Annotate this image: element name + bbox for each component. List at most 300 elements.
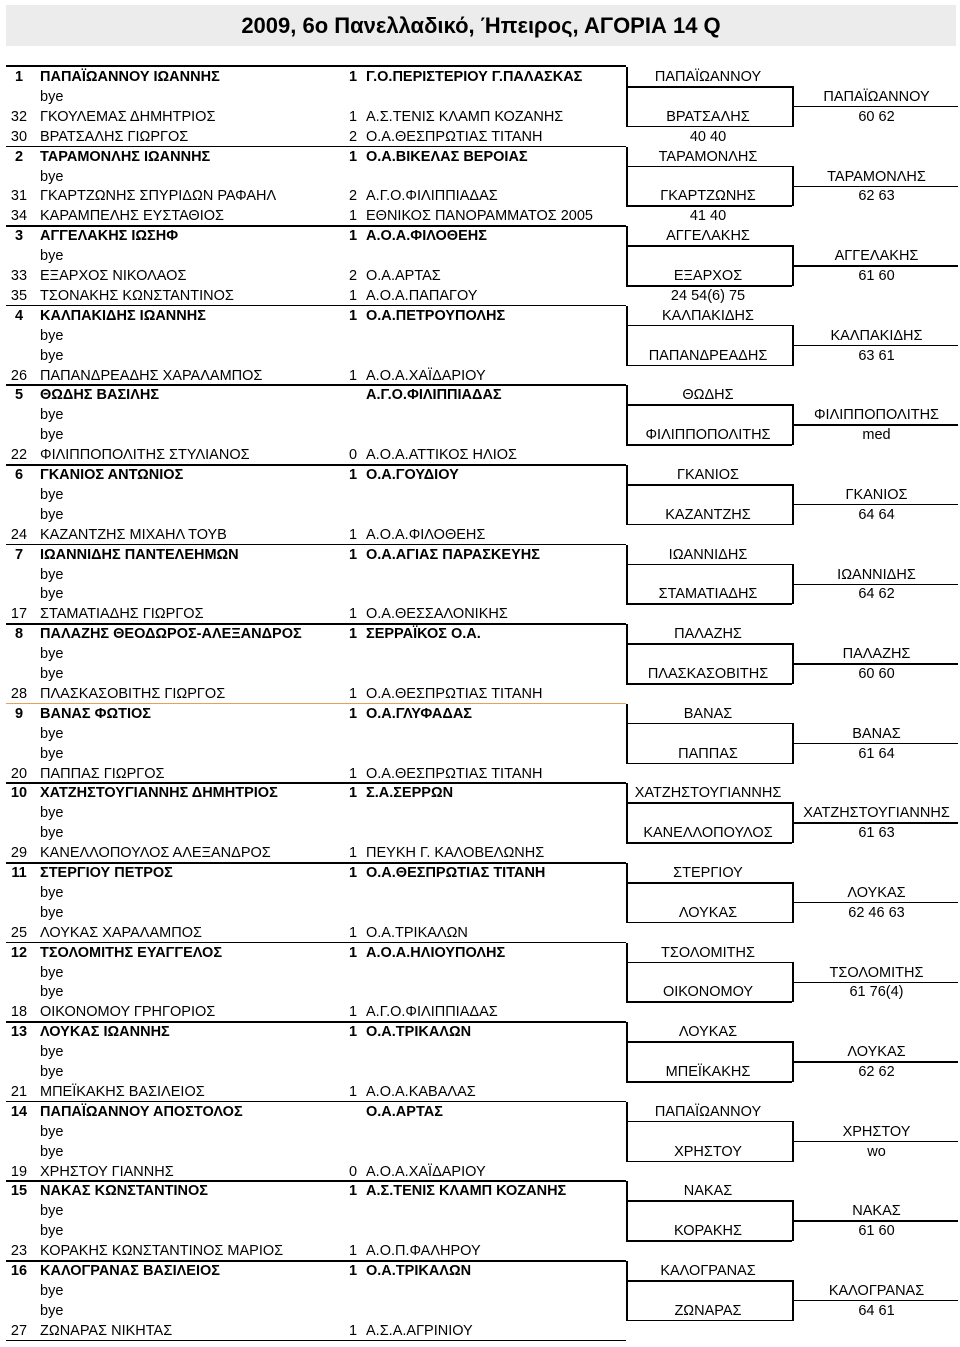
row-c3: ΠΑΠΑΪΩΑΝΝΟΥ — [654, 69, 762, 85]
bracket-vline — [792, 1280, 794, 1321]
bracket-vline — [626, 1102, 628, 1162]
bracket-vline — [792, 723, 794, 764]
bracket-line — [792, 663, 958, 665]
bracket-line — [626, 285, 792, 287]
bracket-vline — [626, 783, 628, 843]
row-c3: ΧΡΗΣΤΟΥ — [674, 1143, 742, 1160]
row-seed: 2 — [14, 148, 24, 165]
bracket-vline — [792, 484, 794, 525]
bracket-line — [792, 424, 958, 426]
group-rule — [6, 544, 626, 546]
row-c4: ΤΣΟΛΟΜΙΤΗΣ — [829, 964, 924, 981]
row-club: Ο.Α.ΘΕΣΣΑΛΟΝΙΚΗΣ — [366, 606, 508, 623]
bracket-line — [792, 1220, 958, 1222]
row-c4: ΧΡΗΣΤΟΥ — [842, 1123, 911, 1140]
row-cnum: 1 — [349, 606, 358, 623]
row-cnum: 1 — [349, 208, 358, 225]
row-seed: 11 — [11, 865, 27, 881]
row-c3: ΠΑΠΑΪΩΑΝΝΟΥ — [654, 1103, 762, 1120]
row-name: ΓΚΟΥΛΕΜΑΣ ΔΗΜΗΤΡΙΟΣ — [40, 108, 216, 125]
draw-row — [0, 326, 960, 346]
row-cnum: 1 — [349, 1083, 358, 1100]
row-c3: ΟΙΚΟΝΟΜΟΥ — [662, 984, 754, 1001]
row-seed: 31 — [10, 188, 28, 205]
row-cnum: 1 — [349, 228, 358, 245]
row-cnum: 1 — [349, 785, 358, 802]
bracket-vline — [792, 962, 794, 1003]
bracket-line — [792, 1300, 958, 1302]
bracket-vline — [626, 943, 628, 1003]
group-rule — [6, 703, 626, 705]
row-seed: 21 — [10, 1083, 28, 1100]
row-name: ΑΓΓΕΛΑΚΗΣ ΙΩΣΗΦ — [40, 228, 179, 245]
draw-row — [0, 863, 960, 883]
row-c3: ΚΑΛΟΓΡΑΝΑΣ — [660, 1263, 756, 1279]
row-cnum: 1 — [349, 1322, 358, 1339]
row-club: Ο.Α.ΒΙΚΕΛΑΣ ΒΕΡΟΙΑΣ — [366, 148, 528, 165]
row-name: bye — [40, 586, 64, 603]
row-name: bye — [40, 88, 64, 105]
draw-row — [0, 1301, 960, 1321]
row-club: Ο.Α.ΤΡΙΚΑΛΩΝ — [366, 924, 468, 941]
bracket-line — [626, 1320, 792, 1322]
row-c4: ΒΑΝΑΣ — [852, 725, 901, 742]
row-name: ΤΑΡΑΜΟΝΛΗΣ ΙΩΑΝΝΗΣ — [40, 148, 211, 165]
bracket-line — [626, 842, 792, 844]
row-name: bye — [40, 666, 64, 682]
row-name: bye — [40, 1044, 64, 1061]
row-cnum: 1 — [349, 705, 358, 722]
row-name: bye — [40, 984, 64, 1001]
row-club: Ο.Α.ΑΡΤΑΣ — [366, 1103, 443, 1120]
draw-row — [0, 465, 960, 485]
row-seed: 24 — [10, 526, 28, 543]
group-rule — [6, 225, 626, 227]
bracket-line — [626, 365, 792, 367]
row-name: ΠΑΠΑΝΔΡΕΑΔΗΣ ΧΑΡΑΛΑΜΠΟΣ — [40, 367, 263, 384]
row-seed: 33 — [10, 268, 28, 284]
row-seed: 18 — [10, 1004, 28, 1021]
row-club: Α.Ο.Α.ΦΙΛΟΘΕΗΣ — [366, 228, 487, 245]
row-name: bye — [40, 1064, 64, 1080]
bracket-line — [626, 1161, 792, 1163]
bracket-vline — [626, 306, 628, 366]
draw-row — [0, 823, 960, 843]
row-name: ΤΣΟΛΟΜΙΤΗΣ ΕΥΑΓΓΕΛΟΣ — [40, 944, 223, 961]
row-name: ΤΣΟΝΑΚΗΣ ΚΩΝΣΤΑΝΤΙΝΟΣ — [40, 287, 234, 304]
draw-row — [0, 1181, 960, 1201]
bracket-vline — [626, 147, 628, 207]
draw-row — [0, 246, 960, 266]
row-c4: med — [862, 427, 891, 444]
draw-row — [0, 664, 960, 684]
bracket-vline — [792, 1200, 794, 1241]
row-club: Ο.Α.ΑΡΤΑΣ — [366, 268, 441, 284]
row-club: Α.Ο.Α.ΚΑΒΑΛΑΣ — [366, 1083, 476, 1100]
row-c3: ΛΟΥΚΑΣ — [678, 904, 738, 921]
bracket-line — [626, 404, 792, 406]
draw-row — [0, 286, 960, 306]
bracket-line — [626, 325, 792, 327]
draw-row — [0, 783, 960, 803]
row-name: bye — [40, 904, 64, 921]
row-club: Α.Γ.Ο.ΦΙΛΙΠΠΙΑΔΑΣ — [366, 1004, 498, 1021]
row-cnum: 1 — [349, 148, 358, 165]
row-name: ΒΑΝΑΣ ΦΩΤΙΟΣ — [40, 705, 152, 722]
row-name: bye — [40, 1203, 64, 1220]
draw-row — [0, 1321, 960, 1341]
row-name: ΚΑΝΕΛΛΟΠΟΥΛΟΣ ΑΛΕΞΑΝΔΡΟΣ — [40, 845, 271, 862]
row-cnum: 1 — [349, 287, 358, 304]
row-name: ΠΑΛΑΖΗΣ ΘΕΟΔΩΡΟΣ-ΑΛΕΞΑΝΔΡΟΣ — [40, 626, 302, 643]
row-seed: 16 — [10, 1263, 28, 1279]
row-club: Ο.Α.ΤΡΙΚΑΛΩΝ — [366, 1263, 472, 1279]
draw-row — [0, 366, 960, 386]
draw-row — [0, 505, 960, 525]
group-rule — [6, 1101, 626, 1103]
row-c3: ΧΑΤΖΗΣΤΟΥΓΙΑΝΝΗΣ — [634, 785, 782, 802]
row-club: Α.Γ.Ο.ΦΙΛΙΠΠΙΑΔΑΣ — [366, 387, 502, 404]
row-cnum: 1 — [349, 865, 358, 881]
bracket-vline — [792, 564, 794, 605]
row-name: bye — [40, 248, 64, 265]
draw-row — [0, 385, 960, 405]
row-name: bye — [40, 1143, 64, 1160]
row-club: Α.Ο.Α.ΑΤΤΙΚΟΣ ΗΛΙΟΣ — [366, 447, 517, 464]
row-c4: wo — [867, 1143, 886, 1160]
row-c4: 61 63 — [858, 825, 895, 842]
row-c4: ΚΑΛΟΓΡΑΝΑΣ — [828, 1282, 925, 1299]
row-c4: 61 60 — [858, 1223, 895, 1240]
row-seed: 5 — [14, 387, 24, 404]
row-name: bye — [40, 427, 64, 444]
row-c4: ΤΑΡΑΜΟΝΛΗΣ — [827, 168, 926, 185]
group-rule — [6, 146, 626, 148]
row-c3: ΚΑΛΠΑΚΙΔΗΣ — [662, 307, 754, 324]
group-rule — [6, 942, 626, 944]
row-seed: 1 — [14, 69, 24, 85]
draw-row — [0, 764, 960, 784]
group-rule — [6, 1180, 626, 1182]
row-c4: ΧΑΤΖΗΣΤΟΥΓΙΑΝΝΗΣ — [803, 805, 950, 822]
bracket-line — [626, 802, 792, 804]
row-name: ΟΙΚΟΝΟΜΟΥ ΓΡΗΓΟΡΙΟΣ — [40, 1004, 216, 1021]
row-name: ΧΡΗΣΤΟΥ ΓΙΑΝΝΗΣ — [40, 1163, 174, 1180]
row-name: ΠΑΠΑΪΩΑΝΝΟΥ ΙΩΑΝΝΗΣ — [40, 69, 220, 85]
row-c4: 61 60 — [858, 268, 895, 284]
draw-row — [0, 147, 960, 167]
row-club: ΕΘΝΙΚΟΣ ΠΑΝΟΡΑΜΜΑΤΟΣ 2005 — [366, 208, 593, 225]
row-name: ΦΙΛΙΠΠΟΠΟΛΙΤΗΣ ΣΤΥΛΙΑΝΟΣ — [40, 447, 250, 464]
bracket-line — [626, 723, 792, 725]
row-name: ΝΑΚΑΣ ΚΩΝΣΤΑΝΤΙΝΟΣ — [40, 1183, 208, 1200]
group-rule — [6, 384, 626, 386]
draw-row — [0, 624, 960, 644]
row-seed: 35 — [10, 287, 28, 304]
draw-row — [0, 1122, 960, 1142]
row-c4: 60 62 — [858, 108, 895, 125]
draw-row — [0, 1102, 960, 1122]
bracket-vline — [792, 325, 794, 366]
row-name: bye — [40, 1223, 64, 1240]
row-c3: ΕΞΑΡΧΟΣ — [673, 268, 743, 284]
row-cnum: 0 — [349, 1163, 358, 1180]
row-name: ΠΑΠΑΪΩΑΝΝΟΥ ΑΠΟΣΤΟΛΟΣ — [40, 1103, 243, 1120]
row-club: ΠΕΥΚΗ Γ. ΚΑΛΟΒΕΛΩΝΗΣ — [366, 845, 545, 862]
bracket-line — [626, 86, 792, 88]
group-rule — [6, 782, 626, 784]
draw-row — [0, 425, 960, 445]
row-c3: ΜΠΕΪΚΑΚΗΣ — [665, 1064, 751, 1080]
row-c3: ΣΤΑΜΑΤΙΑΔΗΣ — [658, 586, 758, 603]
draw-row — [0, 167, 960, 187]
row-c3: ΚΑΝΕΛΛΟΠΟΥΛΟΣ — [643, 825, 773, 842]
bracket-line — [626, 1280, 792, 1282]
row-c4: 62 46 63 — [848, 904, 905, 921]
group-rule — [6, 1021, 626, 1023]
row-name: bye — [40, 964, 64, 981]
bracket-line — [626, 1200, 792, 1202]
row-name: ΚΟΡΑΚΗΣ ΚΩΝΣΤΑΝΤΙΝΟΣ ΜΑΡΙΟΣ — [40, 1243, 284, 1260]
row-club: Ο.Α.ΑΓΙΑΣ ΠΑΡΑΣΚΕΥΗΣ — [366, 546, 540, 563]
row-club: Γ.Ο.ΠΕΡΙΣΤΕΡΙΟΥ Γ.ΠΑΛΑΣΚΑΣ — [366, 69, 583, 85]
row-seed: 25 — [10, 924, 28, 941]
row-seed: 7 — [14, 546, 24, 563]
bracket-line — [626, 1041, 792, 1043]
draw-row — [0, 545, 960, 565]
row-c3: ΠΑΠΑΝΔΡΕΑΔΗΣ — [648, 347, 768, 364]
bracket-line — [626, 643, 792, 645]
bracket-line — [792, 504, 958, 506]
draw-row — [0, 704, 960, 724]
row-club: Α.Σ.ΤΕΝΙΣ ΚΛΑΜΠ ΚΟΖΑΝΗΣ — [366, 1183, 567, 1200]
row-cnum: 1 — [349, 1263, 358, 1279]
draw-row — [0, 306, 960, 326]
row-club: Α.Ο.Α.ΦΙΛΟΘΕΗΣ — [366, 526, 486, 543]
row-name: bye — [40, 646, 64, 663]
row-name: bye — [40, 1302, 64, 1319]
row-c3: 41 40 — [689, 208, 727, 225]
row-seed: 22 — [10, 447, 28, 464]
row-name: ΓΚΑΝΙΟΣ ΑΝΤΩΝΙΟΣ — [40, 467, 184, 483]
bracket-line — [792, 345, 958, 347]
row-cnum: 1 — [349, 685, 358, 702]
row-club: Α.Γ.Ο.ΦΙΛΙΠΠΙΑΔΑΣ — [366, 188, 498, 205]
row-c3: ΝΑΚΑΣ — [683, 1183, 733, 1200]
row-name: ΚΑΖΑΝΤΖΗΣ ΜΙΧΑΗΛ ΤΟΥΒ — [40, 526, 227, 543]
row-cnum: 2 — [349, 128, 358, 145]
row-cnum: 1 — [349, 626, 358, 643]
row-name: bye — [40, 347, 64, 364]
draw-row — [0, 87, 960, 107]
row-name: bye — [40, 745, 64, 762]
row-seed: 19 — [10, 1163, 28, 1180]
bracket-line — [792, 902, 958, 904]
bracket-line — [626, 1081, 792, 1083]
row-cnum: 1 — [349, 467, 358, 483]
row-c4: 64 64 — [858, 506, 895, 523]
row-c4: ΓΚΑΝΙΟΣ — [845, 486, 908, 503]
bracket-vline — [792, 1041, 794, 1082]
row-cnum: 1 — [349, 845, 358, 862]
row-c3: ΠΛΑΣΚΑΣΟΒΙΤΗΣ — [647, 666, 769, 682]
row-c4: ΠΑΠΑΪΩΑΝΝΟΥ — [823, 88, 930, 105]
row-c4: 64 61 — [858, 1302, 895, 1319]
row-c4: 61 64 — [858, 745, 895, 762]
bracket-line — [626, 962, 792, 964]
draw-row — [0, 724, 960, 744]
row-cnum: 2 — [349, 268, 358, 284]
row-seed: 8 — [14, 626, 24, 643]
draw-row — [0, 943, 960, 963]
row-name: bye — [40, 566, 64, 583]
row-seed: 9 — [14, 705, 24, 722]
draw-row — [0, 1062, 960, 1082]
draw-row — [0, 445, 960, 465]
draw-row — [0, 843, 960, 863]
row-seed: 26 — [10, 367, 28, 384]
row-c3: ΙΩΑΝΝΙΔΗΣ — [668, 546, 748, 563]
row-club: Ο.Α.ΓΛΥΦΑΔΑΣ — [366, 705, 472, 722]
row-name: ΖΩΝΑΡΑΣ ΝΙΚΗΤΑΣ — [40, 1322, 173, 1339]
bracket-line — [626, 763, 792, 765]
draw-row — [0, 644, 960, 664]
row-seed: 6 — [14, 467, 24, 483]
bracket-line — [626, 205, 792, 207]
row-c4: 61 76(4) — [849, 984, 904, 1001]
row-seed: 34 — [10, 208, 28, 225]
bracket-vline — [792, 404, 794, 445]
row-club: Α.Ο.Α.ΠΑΠΑΓΟΥ — [366, 287, 478, 304]
row-name: bye — [40, 506, 64, 523]
row-name: ΠΑΠΠΑΣ ΓΙΩΡΓΟΣ — [40, 765, 165, 782]
row-seed: 29 — [10, 845, 28, 862]
row-c4: ΦΙΛΙΠΠΟΠΟΛΙΤΗΣ — [813, 407, 940, 424]
draw-row — [0, 903, 960, 923]
row-club: Α.Ο.Α.ΧΑΪΔΑΡΙΟΥ — [366, 1163, 486, 1180]
row-cnum: 1 — [349, 1243, 358, 1260]
row-name: ΠΛΑΣΚΑΣΟΒΙΤΗΣ ΓΙΩΡΓΟΣ — [40, 685, 226, 702]
bracket-vline — [626, 1022, 628, 1082]
draw-row — [0, 982, 960, 1002]
row-name: bye — [40, 327, 64, 344]
row-seed: 4 — [14, 307, 24, 324]
bracket-line — [626, 166, 792, 168]
row-name: ΜΠΕΪΚΑΚΗΣ ΒΑΣΙΛΕΙΟΣ — [40, 1083, 205, 1100]
row-name: ΚΑΛΠΑΚΙΔΗΣ ΙΩΑΝΝΗΣ — [40, 307, 206, 324]
row-c4: ΝΑΚΑΣ — [852, 1203, 901, 1220]
draw-row — [0, 1261, 960, 1281]
row-c3: ΠΑΛΑΖΗΣ — [674, 626, 742, 643]
row-c3: ΖΩΝΑΡΑΣ — [674, 1302, 742, 1319]
draw-row — [0, 346, 960, 366]
row-cnum: 1 — [349, 944, 358, 961]
row-c4: ΠΑΛΑΖΗΣ — [842, 646, 911, 663]
bracket-vline — [792, 1121, 794, 1162]
table-top-rule — [6, 65, 626, 67]
row-cnum: 1 — [349, 307, 358, 324]
bracket-line — [792, 186, 958, 188]
page-title: 2009, 6ο Πανελλαδικό, Ήπειρος, ΑΓΟΡΙΑ 14 Q — [241, 13, 721, 38]
row-c3: ΘΩΔΗΣ — [682, 387, 734, 404]
row-c4: 64 62 — [858, 586, 895, 603]
row-c3: ΛΟΥΚΑΣ — [678, 1024, 738, 1041]
row-club: Σ.Α.ΣΕΡΡΩΝ — [366, 785, 454, 802]
draw-row — [0, 1201, 960, 1221]
row-name: bye — [40, 725, 64, 742]
bracket-vline — [626, 1181, 628, 1241]
row-cnum: 2 — [349, 188, 358, 205]
row-cnum: 1 — [349, 765, 358, 782]
bracket-line — [792, 1141, 958, 1143]
bracket-vline — [792, 643, 794, 684]
bracket-vline — [626, 385, 628, 445]
row-c3: ΤΣΟΛΟΜΙΤΗΣ — [661, 944, 755, 961]
row-seed: 12 — [10, 944, 28, 961]
draw-row — [0, 206, 960, 226]
draw-row — [0, 1042, 960, 1062]
row-name: ΣΤΑΜΑΤΙΑΔΗΣ ΓΙΩΡΓΟΣ — [40, 606, 204, 623]
row-club: Α.Ο.Π.ΦΑΛΗΡΟΥ — [366, 1243, 481, 1260]
draw-row — [0, 1241, 960, 1261]
row-seed: 30 — [10, 128, 28, 145]
row-name: ΣΤΕΡΓΙΟΥ ΠΕΤΡΟΣ — [40, 865, 173, 881]
bracket-line — [792, 106, 958, 108]
bracket-line — [792, 982, 958, 984]
draw-row — [0, 883, 960, 903]
bracket-line — [792, 584, 958, 586]
bracket-line — [626, 922, 792, 924]
row-seed: 14 — [10, 1103, 28, 1120]
row-c3: ΤΑΡΑΜΟΝΛΗΣ — [658, 148, 758, 165]
row-club: Α.Ο.Α.ΗΛΙΟΥΠΟΛΗΣ — [366, 944, 506, 961]
row-name: ΒΡΑΤΣΑΛΗΣ ΓΙΩΡΓΟΣ — [40, 128, 189, 145]
bracket-vline — [626, 465, 628, 525]
bracket-line — [626, 564, 792, 566]
draw-row — [0, 266, 960, 286]
row-name: ΚΑΛΟΓΡΑΝΑΣ ΒΑΣΙΛΕΙΟΣ — [40, 1263, 220, 1279]
row-cnum: 1 — [349, 1004, 358, 1021]
group-rule — [6, 1340, 626, 1342]
bracket-vline — [792, 802, 794, 843]
row-name: bye — [40, 1282, 64, 1299]
draw-row — [0, 803, 960, 823]
row-c4: ΛΟΥΚΑΣ — [847, 1044, 906, 1061]
row-seed: 10 — [10, 785, 28, 802]
draw-row — [0, 744, 960, 764]
bracket-line — [626, 245, 792, 247]
row-club: Ο.Α.ΘΕΣΠΡΩΤΙΑΣ ΤΙΤΑΝΗ — [366, 685, 543, 702]
bracket-line — [792, 822, 958, 824]
row-cnum: 1 — [349, 526, 358, 543]
group-rule — [6, 1260, 626, 1262]
group-rule — [6, 305, 626, 307]
draw-row — [0, 405, 960, 425]
bracket-line — [626, 484, 792, 486]
row-seed: 28 — [10, 685, 28, 702]
row-c3: ΣΤΕΡΓΙΟΥ — [673, 865, 743, 881]
bracket-line — [626, 1240, 792, 1242]
row-name: bye — [40, 1123, 64, 1140]
row-cnum: 1 — [349, 108, 358, 125]
row-cnum: 1 — [349, 924, 358, 941]
draw-row — [0, 1082, 960, 1102]
row-club: Ο.Α.ΠΕΤΡΟΥΠΟΛΗΣ — [366, 307, 506, 324]
bracket-line — [792, 265, 958, 267]
row-name: ΙΩΑΝΝΙΔΗΣ ΠΑΝΤΕΛΕΗΜΩΝ — [40, 546, 239, 563]
row-seed: 27 — [10, 1322, 28, 1339]
draw-row — [0, 963, 960, 983]
